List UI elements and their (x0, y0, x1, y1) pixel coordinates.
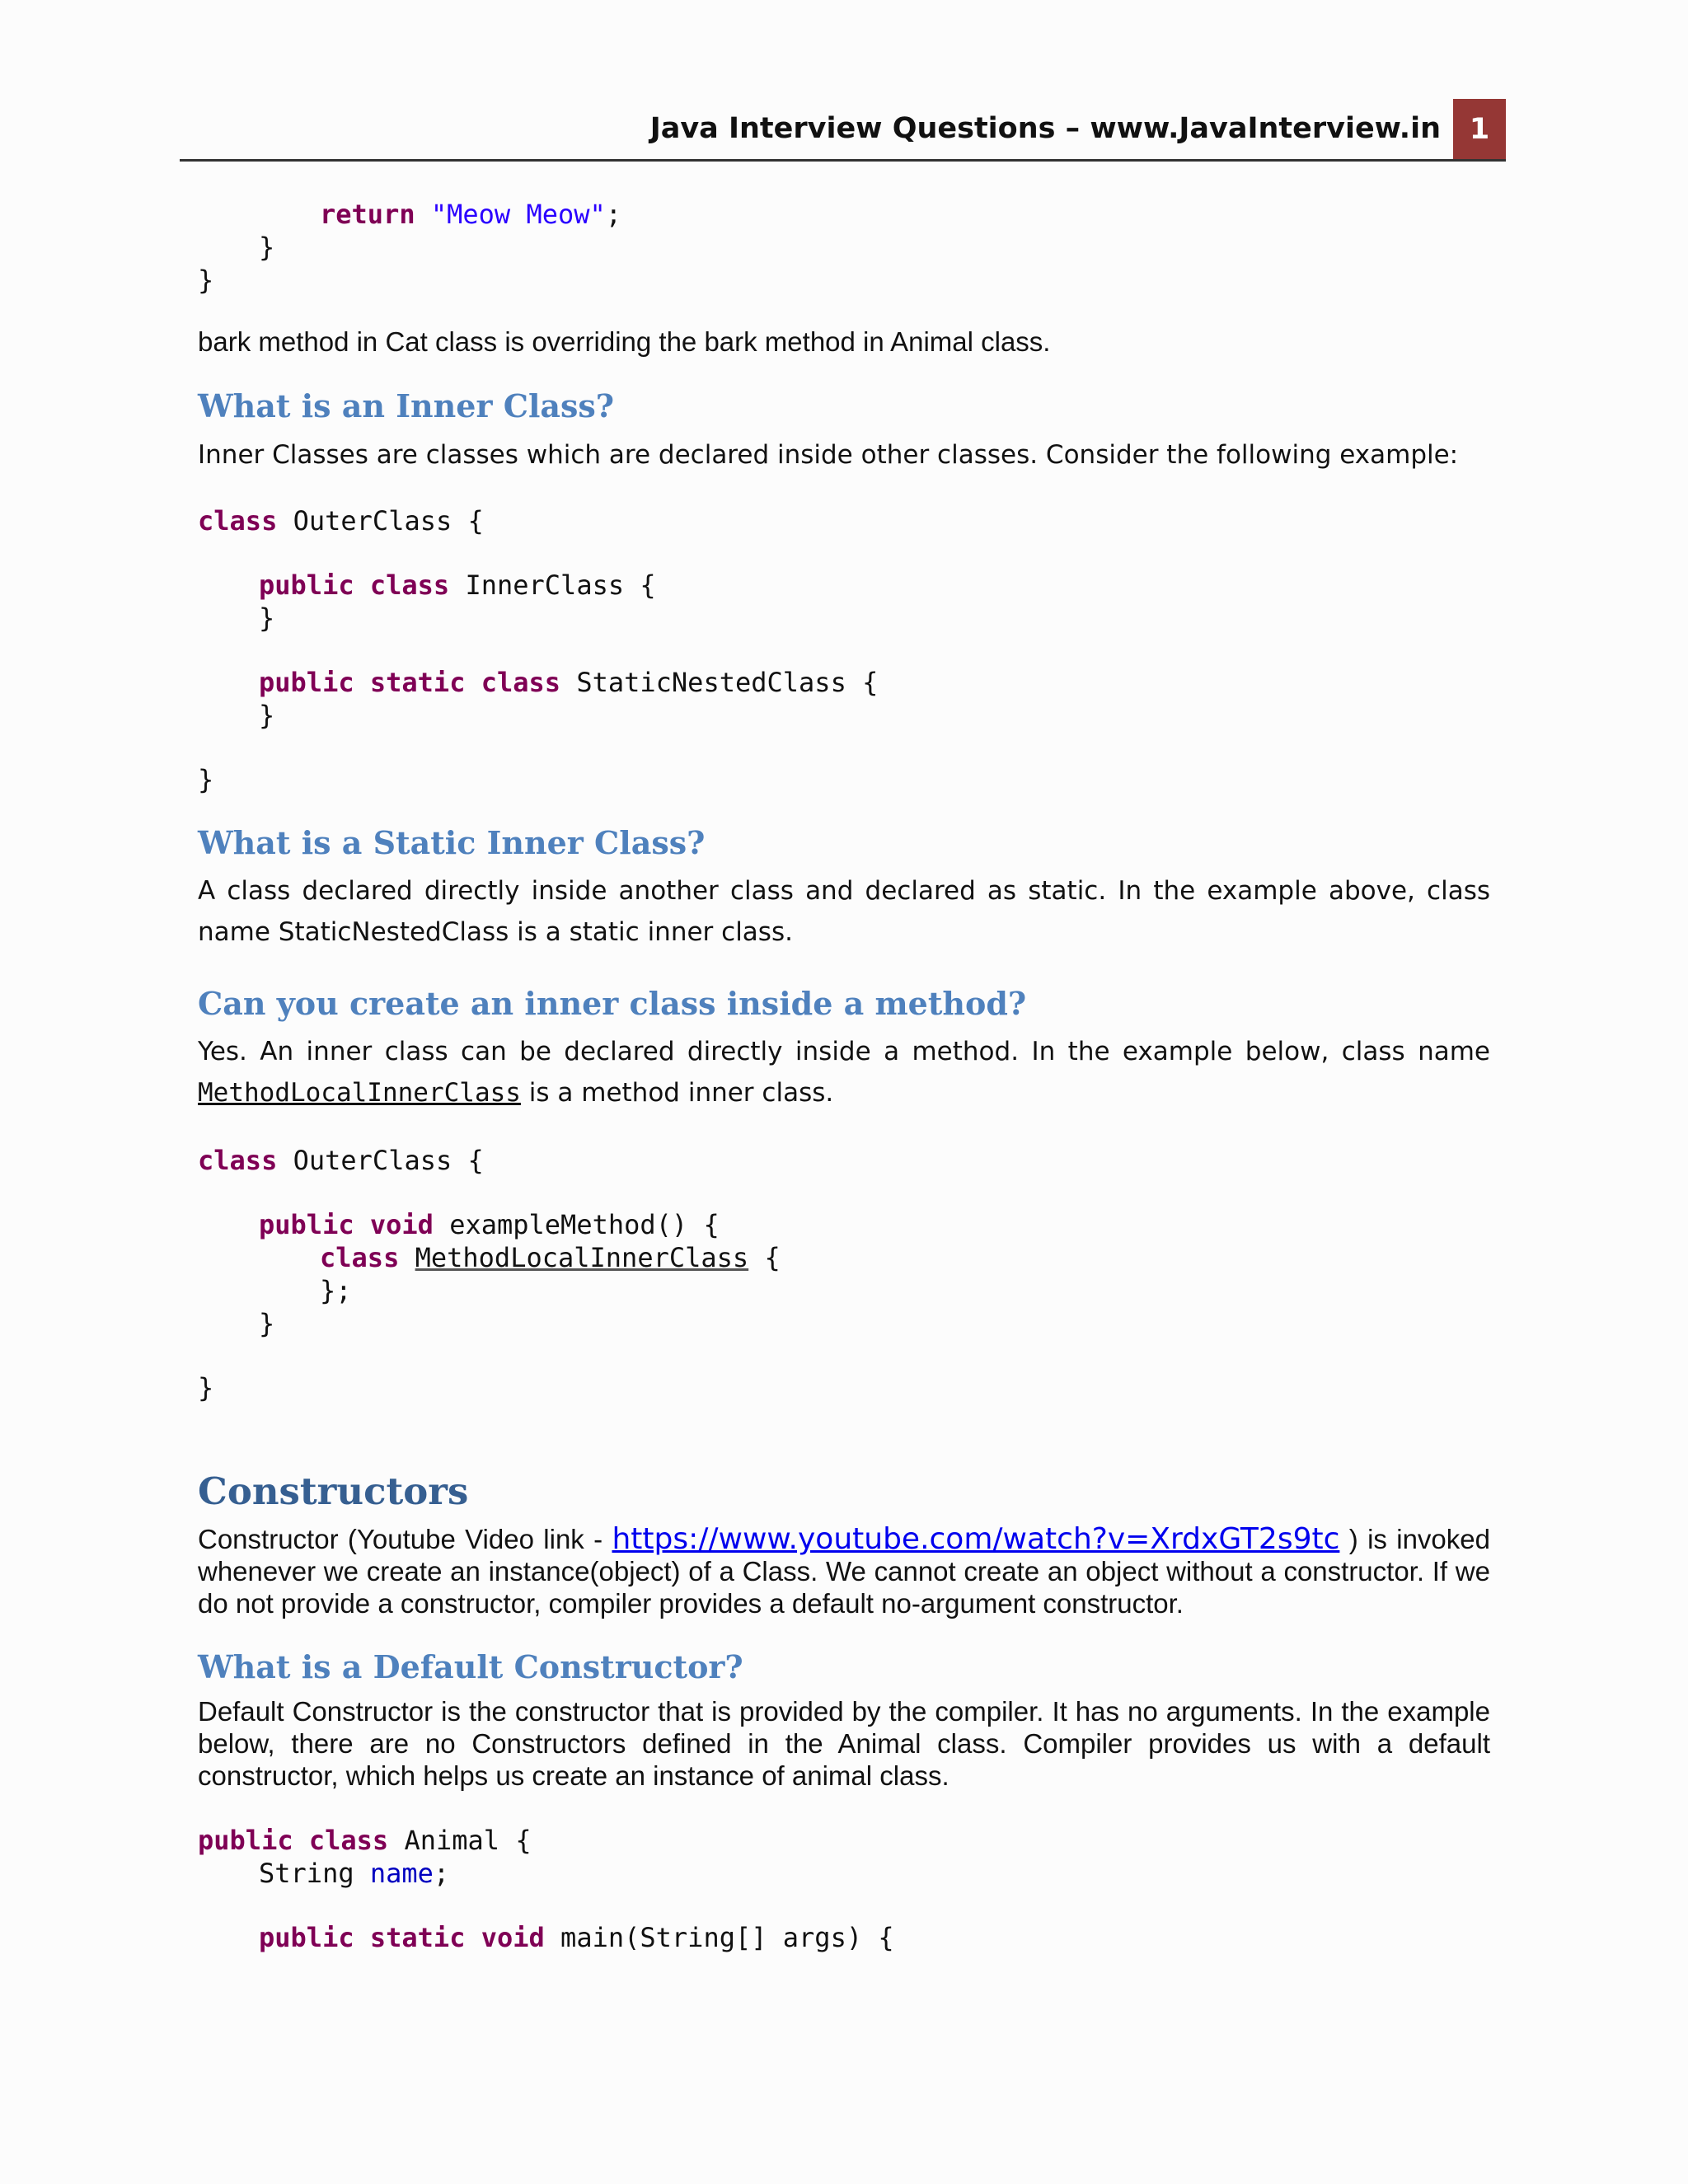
paragraph: Yes. An inner class can be declared directly inside a method. In the example below, class name MethodLocalInnerClass is a method inner class. (198, 1037, 1490, 1108)
code-line: } (259, 602, 275, 634)
code-line: public class Animal { (198, 1825, 532, 1856)
code-line: }; (320, 1275, 352, 1306)
paragraph: bark method in Cat class is overriding the bark method in Animal class. (198, 326, 1051, 357)
paragraph: Constructor (Youtube Video link - https://www.youtube.com/watch?v=XrdxGT2s9tc ) is invoked whenever we create an instance(object) of a Class. We cannot create an object without a constructor. If we do not provide a constructor, compiler provides a default no-argument constructor. (198, 1522, 1490, 1619)
code-line: public static void main(String[] args) { (259, 1922, 894, 1953)
code-line: public void exampleMethod() { (259, 1209, 720, 1240)
code-line: public class InnerClass { (259, 569, 656, 601)
code-line: class OuterClass { (198, 1145, 484, 1176)
code-line: return "Meow Meow"; (320, 199, 622, 230)
section-heading: Constructors (198, 1469, 469, 1513)
code-line: } (198, 265, 214, 296)
header-divider (180, 159, 1506, 162)
youtube-link[interactable]: https://www.youtube.com/watch?v=XrdxGT2s9tc (612, 1522, 1340, 1556)
code-line: } (198, 1372, 214, 1404)
paragraph: Inner Classes are classes which are declared inside other classes. Consider the following example: (198, 440, 1459, 470)
code-line: } (259, 232, 275, 263)
code-line: } (259, 1308, 275, 1339)
section-heading: What is an Inner Class? (198, 387, 615, 424)
code-line: class MethodLocalInnerClass { (320, 1242, 781, 1273)
paragraph: Default Constructor is the constructor that is provided by the compiler. It has no arguments. In the example below, there are no Constructors defined in the Animal class. Compiler provides us with a default constructor, which helps us create an instance of animal class. (198, 1696, 1490, 1791)
section-heading: What is a Default Constructor? (198, 1648, 743, 1685)
paragraph: A class declared directly inside another class and declared as static. In the example above, class name StaticNestedClass is a static inner class. (198, 876, 1490, 947)
class-reference: MethodLocalInnerClass (198, 1078, 521, 1108)
section-heading: What is a Static Inner Class? (198, 824, 706, 861)
code-line: String name; (259, 1858, 450, 1889)
code-line: class OuterClass { (198, 505, 484, 537)
page-header-title: Java Interview Questions – www.JavaInterview.in (649, 112, 1441, 145)
code-line: } (198, 764, 214, 795)
code-line: public static class StaticNestedClass { (259, 667, 879, 698)
page-number-badge: 1 (1453, 99, 1506, 160)
section-heading: Can you create an inner class inside a method? (198, 985, 1027, 1022)
code-line: } (259, 700, 275, 731)
